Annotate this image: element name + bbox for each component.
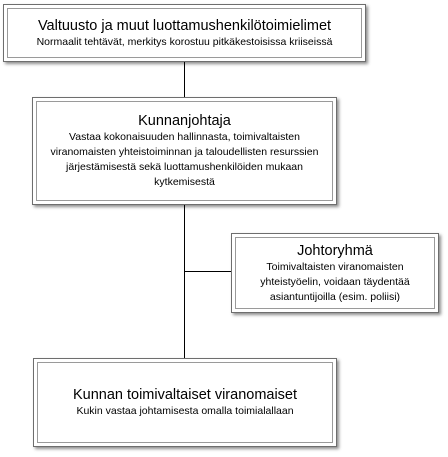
management-team-description: Toimivaltaisten viranomaisten yhteistyöelin, voidaan täydentää asiantuntijoilla (esim. poliisi) bbox=[260, 260, 410, 303]
authorities-description: Kukin vastaa johtamisesta omalla toimialallaan bbox=[76, 405, 294, 417]
connector-manager-authorities bbox=[184, 205, 185, 358]
council-description: Normaalit tehtävät, merkitys korostuu pitkäkestoisissa kriiseissä bbox=[36, 35, 333, 48]
connector-branch-management-team bbox=[184, 271, 231, 272]
management-team-title: Johtoryhmä bbox=[297, 242, 373, 259]
management-team-box bbox=[231, 233, 439, 313]
authorities-box bbox=[33, 358, 337, 447]
municipal-manager-box bbox=[32, 97, 337, 205]
council-box bbox=[3, 4, 366, 62]
council-title: Valtuusto ja muut luottamushenkilötoimielimet bbox=[37, 17, 332, 34]
municipal-manager-title: Kunnanjohtaja bbox=[138, 113, 231, 129]
municipal-manager-description: Vastaa kokonaisuuden hallinnasta, toimivaltaisten viranomaisten yhteistoiminnan ja taloudellisten resurssien järjestämisestä sekä luottamushenkilöiden mukaan kytkemisestä bbox=[50, 131, 319, 188]
authorities-title: Kunnan toimivaltaiset viranomaiset bbox=[72, 387, 298, 403]
connector-council-manager bbox=[184, 62, 185, 97]
